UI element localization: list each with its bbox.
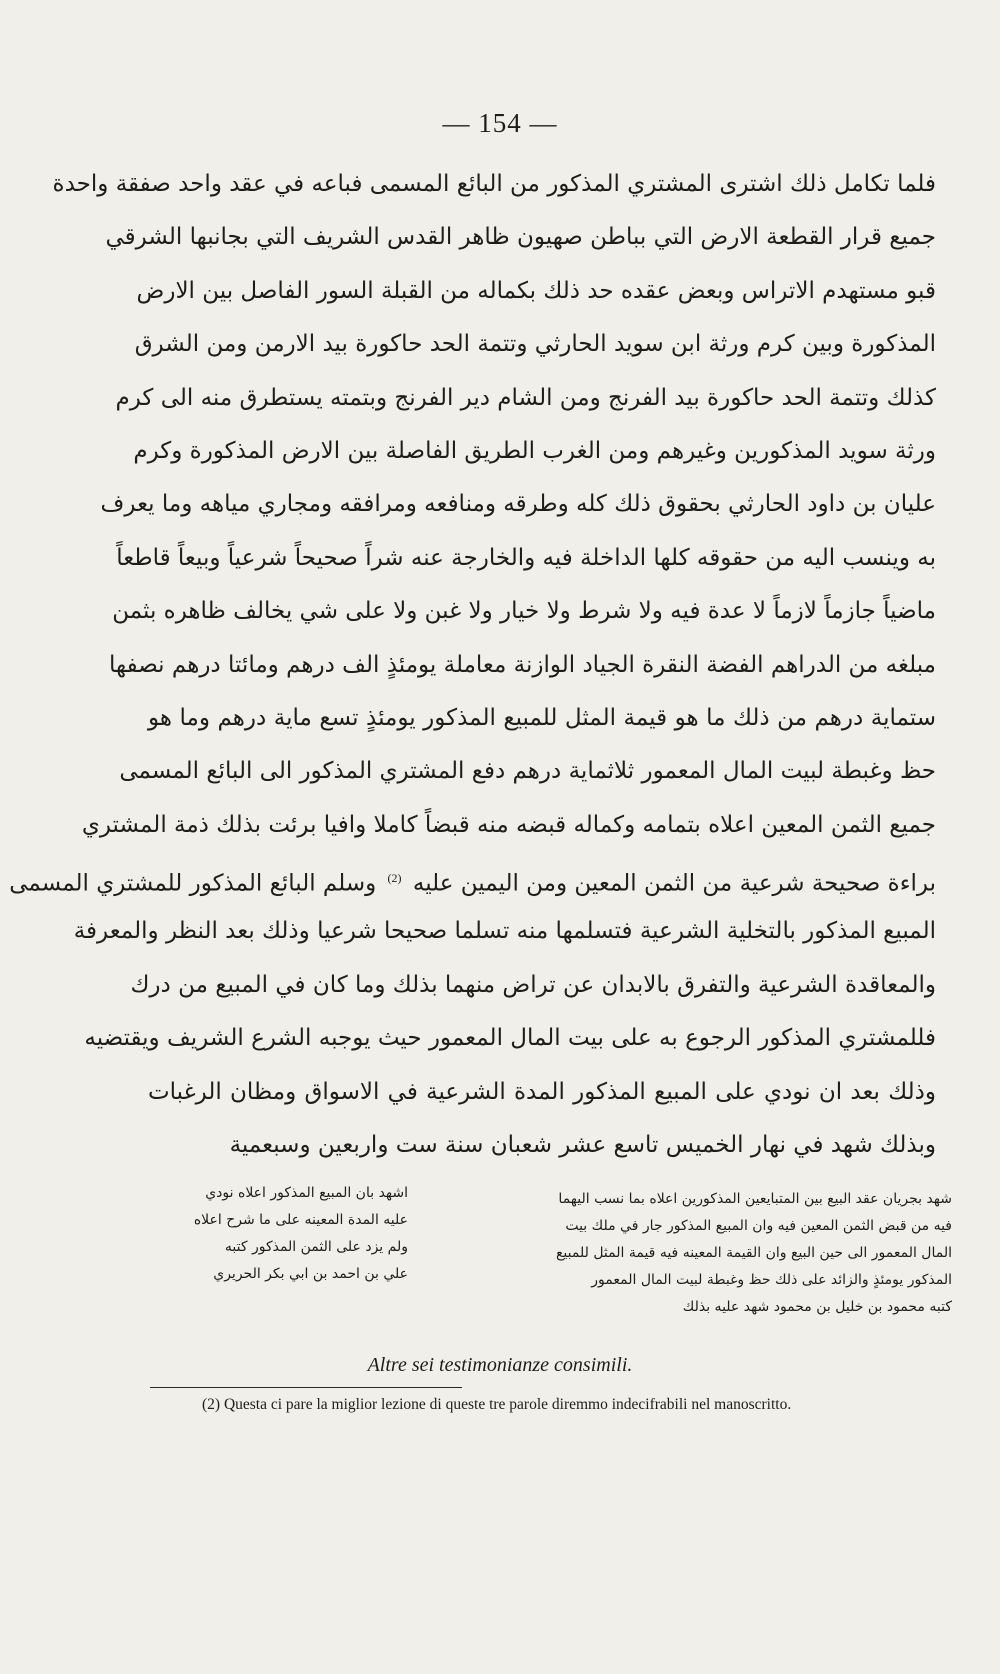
- text-line: قبو مستهدم الاتراس وبعض عقده حد ذلك بكماله من القبلة السور الفاصل بين الارض: [136, 277, 936, 304]
- witness-line: ولم يزد على الثمن المذكور كتبه: [224, 1239, 408, 1255]
- witness-line: كتبه محمود بن خليل بن محمود شهد عليه بذلك: [682, 1299, 952, 1315]
- text-line: ماضياً جازماً لازماً لا عدة فيه ولا شرط ولا خيار ولا غبن ولا على شي يخالف ظاهره بثمن: [112, 598, 936, 625]
- text-segment: براءة صحيحة شرعية من الثمن المعين ومن اليمين عليه: [412, 870, 936, 897]
- text-line: عليان بن داود الحارثي بحقوق ذلك كله وطرقه ومنافعه ومرافقه ومجاري مياهه وما يعرف: [100, 491, 936, 518]
- text-line: المذكورة وبين كرم ورثة ابن سويد الحارثي وتتمة الحد حاكورة بيد الارمن ومن الشرق: [134, 331, 936, 358]
- witness-statement-left: [148, 1180, 408, 1288]
- witness-line: شهد بجريان عقد البيع بين المتبايعين المذكورين اعلاه بما نسب اليهما: [558, 1191, 952, 1207]
- footnote-reference: (2): [387, 871, 402, 886]
- text-line: والمعاقدة الشرعية والتفرق بالابدان عن تراض منهما بذلك وما كان في المبيع من درك: [130, 971, 936, 998]
- text-line: مبلغه من الدراهم الفضة النقرة الجياد الوازنة معاملة يومئذٍ الف درهم ومائتا درهم نصفها: [108, 651, 936, 678]
- arabic-main-text: [9, 158, 936, 1172]
- witness-line: فيه من قبض الثمن المعين فيه وان المبيع المذكور جار في ملك بيت: [565, 1218, 952, 1234]
- text-line: ستماية درهم من ذلك ما هو قيمة المثل للمبيع المذكور يومئذٍ تسع ماية درهم وما هو: [148, 704, 936, 731]
- text-line: كذلك وتتمة الحد حاكورة بيد الفرنج ومن الشام دير الفرنج وبتمته يستطرق منه الى كرم: [115, 384, 936, 411]
- text-line-with-note: [9, 852, 936, 905]
- text-line: فللمشتري المذكور الرجوع به على بيت المال المعمور حيث يوجبه الشرع الشريف ويقتضيه: [84, 1025, 936, 1052]
- text-line: وبذلك شهد في نهار الخميس تاسع عشر شعبان سنة ست واربعين وسبعمية: [229, 1132, 936, 1159]
- witness-statement-right: [492, 1186, 952, 1321]
- footnote-divider: [150, 1387, 462, 1388]
- witness-line: المال المعمور الى حين البيع وان القيمة المعينه فيه قيمة المثل للمبيع: [555, 1245, 952, 1261]
- text-line: فلما تكامل ذلك اشترى المشتري المذكور من البائع المسمى فباعه في عقد واحد صفقة واحدة: [52, 171, 936, 197]
- witness-line: المذكور يومئذٍ والزائد على ذلك حظ وغبطة لبيت المال المعمور: [591, 1272, 952, 1288]
- text-line: ورثة سويد المذكورين وغيرهم ومن الغرب الطريق الفاصلة بين الارض المذكورة وكرم: [133, 437, 936, 464]
- witness-line: علي بن احمد بن ابي بكر الحريري: [213, 1266, 408, 1282]
- witness-line: عليه المدة المعينه على ما شرح اعلاه: [193, 1212, 408, 1228]
- text-line: وذلك بعد ان نودي على المبيع المذكور المدة الشرعية في الاسواق ومظان الرغبات: [148, 1078, 936, 1105]
- italian-caption: Altre sei testimonianze consimili.: [367, 1354, 633, 1376]
- text-line: حظ وغبطة لبيت المال المعمور ثلاثماية درهم دفع المشتري المذكور الى البائع المسمى: [119, 758, 936, 785]
- text-line: جميع الثمن المعين اعلاه بتمامه وكماله قبضه منه قبضاً كاملا وافيا برئت بذلك ذمة المشتري: [81, 811, 936, 838]
- text-line: به وينسب اليه من حقوقه كلها الداخلة فيه والخارجة عنه شراً صحيحاً شرعياً وبيعاً قاطعاً: [116, 544, 936, 571]
- footnote: (2) Questa ci pare la miglior lezione di queste tre parole diremmo indecifrabili nel manoscritto.: [202, 1396, 792, 1413]
- text-line: المبيع المذكور بالتخلية الشرعية فتسلمها منه تسلما صحيحا شرعيا وذلك بعد النظر والمعرفة: [73, 918, 936, 945]
- page-number: — 154 —: [442, 108, 558, 138]
- witness-line: اشهد بان المبيع المذكور اعلاه نودي: [205, 1185, 408, 1201]
- text-segment: وسلم البائع المذكور للمشتري المسمى: [9, 870, 377, 897]
- text-line: جميع قرار القطعة الارض التي بباطن صهيون ظاهر القدس الشريف التي بجانبها الشرقي: [105, 224, 936, 251]
